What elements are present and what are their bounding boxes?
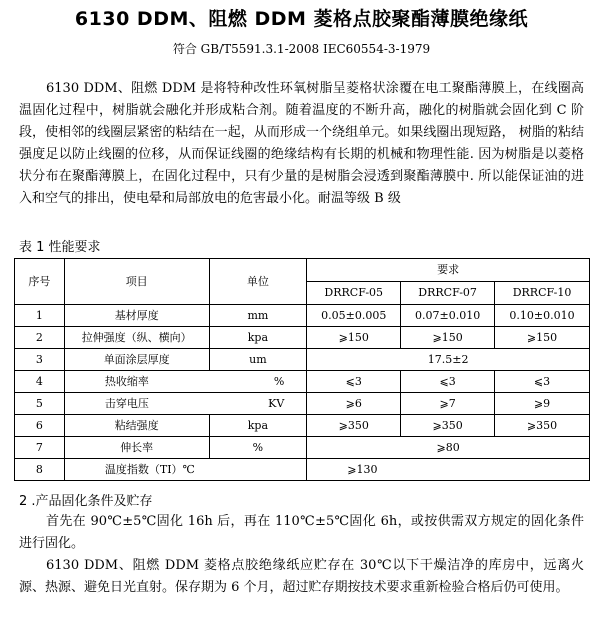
standard-reference: 符合 GB/T5591.3.1-2008 IEC60554-3-1979 xyxy=(172,42,431,56)
document-title: 6130 DDM、阻燃 DDM 菱格点胶聚酯薄膜绝缘纸 xyxy=(74,8,529,30)
row-value: ⩽3 xyxy=(307,371,401,393)
table-row xyxy=(15,349,590,371)
performance-table xyxy=(14,258,590,481)
row-item: 基材厚度 xyxy=(64,305,209,327)
row-item-with-unit xyxy=(64,393,306,415)
row-value: 0.05±0.005 xyxy=(307,305,401,327)
row-no: 5 xyxy=(15,393,65,415)
row-inline-unit: % xyxy=(273,374,285,388)
header-grade: DRRCF-05 xyxy=(307,282,401,305)
header-item: 项目 xyxy=(64,259,209,305)
row-inline-unit: KV xyxy=(268,396,285,410)
row-no: 4 xyxy=(15,371,65,393)
row-unit: kpa xyxy=(209,415,307,437)
row-value: ⩾7 xyxy=(401,393,495,415)
table-header-row xyxy=(15,259,590,282)
row-unit: um xyxy=(209,349,307,371)
row-value: ⩾350 xyxy=(401,415,495,437)
row-no: 3 xyxy=(15,349,65,371)
row-item: 单面涂层厚度 xyxy=(64,349,209,371)
row-value: ⩾150 xyxy=(495,327,590,349)
section-2-para-2: 6130 DDM、阻燃 DDM 菱格点胶绝缘纸应贮存在 30℃以下干燥洁净的库房中，远离火源、热源、避免日光直射。保存期为 6 个月，超过贮存期按技术要求重新检验合格后仍可使用。 xyxy=(19,558,584,595)
table-row xyxy=(15,437,590,459)
section-2-para-1: 首先在 90℃±5℃固化 16h 后，再在 110℃±5℃固化 6h，或按供需双方规定的固化条件进行固化。 xyxy=(19,514,584,551)
row-unit: mm xyxy=(209,305,307,327)
row-unit: kpa xyxy=(209,327,307,349)
row-no: 8 xyxy=(15,459,65,481)
row-value: ⩾150 xyxy=(307,327,401,349)
table-row xyxy=(15,393,590,415)
header-unit: 单位 xyxy=(209,259,307,305)
row-value: 0.10±0.010 xyxy=(495,305,590,327)
row-value: ⩽3 xyxy=(401,371,495,393)
header-grade: DRRCF-10 xyxy=(495,282,590,305)
table-row xyxy=(15,371,590,393)
row-value: ⩾350 xyxy=(307,415,401,437)
row-item: 击穿电压 xyxy=(104,396,149,410)
section-2-heading: 2 .产品固化条件及贮存 xyxy=(19,494,153,509)
header-requirement: 要求 xyxy=(307,259,590,282)
header-grade: DRRCF-07 xyxy=(401,282,495,305)
table-row xyxy=(15,459,590,481)
table-row xyxy=(15,305,590,327)
row-value: 0.07±0.010 xyxy=(401,305,495,327)
row-value: ⩾6 xyxy=(307,393,401,415)
row-value: ⩾350 xyxy=(495,415,590,437)
header-no: 序号 xyxy=(15,259,65,305)
row-item-with-unit xyxy=(64,371,306,393)
row-merged-value: ⩾130 xyxy=(307,459,590,481)
table-caption: 表 1 性能要求 xyxy=(19,240,101,255)
row-item: 拉伸强度（纵、横向） xyxy=(64,327,209,349)
row-no: 7 xyxy=(15,437,65,459)
row-merged-value: 17.5±2 xyxy=(307,349,590,371)
row-no: 6 xyxy=(15,415,65,437)
row-value: ⩾150 xyxy=(401,327,495,349)
row-no: 1 xyxy=(15,305,65,327)
intro-paragraph: 6130 DDM、阻燃 DDM 是将特种改性环氧树脂呈菱格状涂覆在电工聚酯薄膜上，在线圈高温固化过程中，树脂就会融化并形成粘合剂。随着温度的不断升高，融化的树脂就会固化到 C 阶段，使相邻的线圈层紧密的粘结在一起，从而形成一个绕组单元。如果线圈出现短路， 树脂的粘结强度足以防止线圈的位移，从而保证线圈的绝缘结构有长期的机械和物理性能. 因为树脂是以菱格状分布在聚酯薄膜上，在固化过程中，只有少量的是树脂会浸透到聚酯薄膜中. 所以能保证油的进入和空气的排出，使电晕和局部放电的危害最小化。耐温等级 B 级 xyxy=(19,81,584,206)
table-row xyxy=(15,327,590,349)
row-unit: % xyxy=(209,437,307,459)
table-row xyxy=(15,415,590,437)
row-merged-value: ⩾80 xyxy=(307,437,590,459)
row-item: 粘结强度 xyxy=(64,415,209,437)
row-item: 热收缩率 xyxy=(104,374,149,388)
row-no: 2 xyxy=(15,327,65,349)
row-item: 温度指数（TI）℃ xyxy=(64,459,306,481)
row-value: ⩾9 xyxy=(495,393,590,415)
row-value: ⩽3 xyxy=(495,371,590,393)
row-item: 伸长率 xyxy=(64,437,209,459)
